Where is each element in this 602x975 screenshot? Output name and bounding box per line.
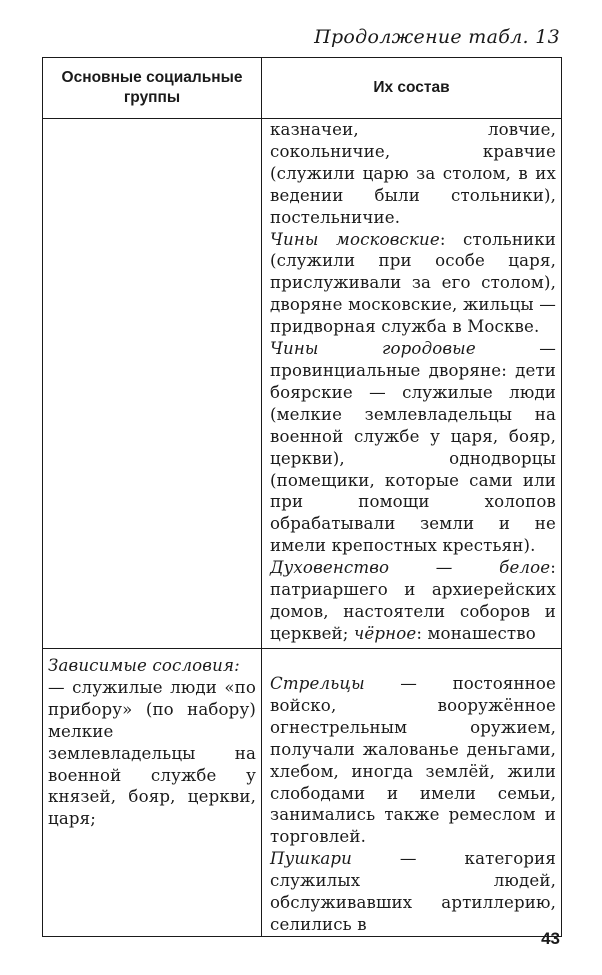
table-row [43, 649, 562, 937]
row1-left-cell [43, 119, 262, 649]
term-chiny-gorodovye: Чины городовые [270, 339, 476, 359]
row2-right-cell [262, 649, 562, 937]
row1-paragraph-4-text-1: : патриаршего и архиерейских домов, настоятели соборов и церквей; [270, 558, 556, 643]
table-caption: Продолжение табл. 13 [314, 26, 560, 48]
term-streltsy: Стрельцы [270, 674, 365, 693]
header-composition: Их состав [262, 58, 562, 119]
row2-left-text: — служилые люди «по прибору» (по набору) мелкие землевладельцы на военной службе у князей, бояр, церкви, царя; [48, 677, 256, 829]
row1-paragraph-2 [270, 229, 556, 339]
row2-paragraph-2 [270, 848, 556, 936]
table-row [43, 119, 562, 649]
row1-paragraph-3-text: — провинциальные дворяне: дети боярские — служилые люди (мелкие землевладельцы на военной службе у царя, бояр, церкви), однодворцы (помещики, которые сами или при помощи холопов обрабатывали земли и не имели крепостных крестьян). [270, 339, 556, 556]
row1-paragraph-4 [270, 557, 556, 645]
row1-paragraph-4-text-2: : монашество [416, 623, 536, 643]
term-dukhovenstvo-beloe: Духовенство — белое [270, 558, 551, 578]
row1-paragraph-2-text: : стольники (служили при особе царя, прислуживали за его столом), дворяне московские, жильцы — придворная служба в Москве. [270, 229, 556, 337]
term-chiny-moskovskie: Чины московские [270, 229, 440, 249]
term-zavisimye-sosloviya: Зависимые сословия: [48, 656, 240, 675]
page-number: 43 [541, 929, 560, 948]
table-header-row [43, 58, 562, 119]
row2-paragraph-1-text: — постоянное войско, вооружённое огнестрельным оружием, получали жалованье деньгами, хлебом, иногда землёй, жили слободами и имели семьи, занимались также ремеслом и торговлей. [270, 674, 556, 847]
row1-right-cell [262, 119, 562, 649]
row2-paragraph-2-text: — категория служилых людей, обслуживавших артиллерию, селились в [270, 849, 556, 934]
term-pushkari: Пушкари [270, 849, 352, 869]
row1-paragraph-3 [270, 338, 556, 557]
row2-left-cell [43, 649, 262, 937]
term-chernoe: чёрное [353, 623, 417, 643]
row2-paragraph-1 [270, 673, 556, 848]
social-groups-table [42, 57, 562, 937]
row1-paragraph-1: казначеи, ловчие, сокольничие, кравчие (служили царю за столом, в их ведении были стольники), постельничие. [270, 120, 556, 227]
header-main-social-groups: Основные социальные группы [43, 58, 262, 119]
